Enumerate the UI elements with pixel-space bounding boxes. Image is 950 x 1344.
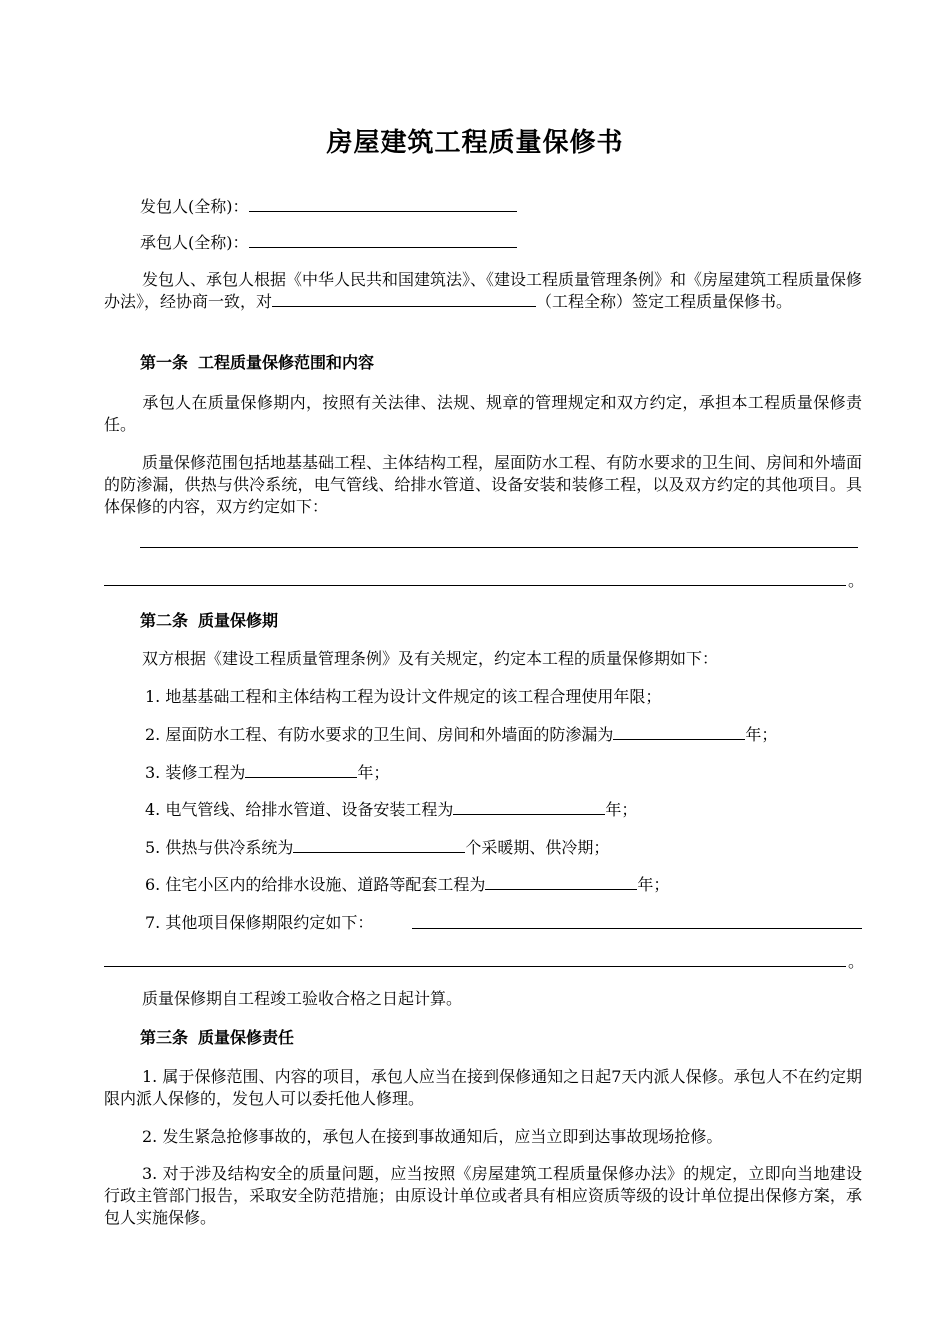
article1-heading-text: 工程质量保修范围和内容	[198, 353, 375, 372]
contractor-label: 承包人(全称)：	[140, 233, 249, 252]
article3-paragraph-2	[104, 1126, 862, 1148]
warranty-item-6-text: 6. 住宅小区内的给排水设施、道路等配套工程为	[145, 875, 486, 894]
warranty-item-4-text: 4. 电气管线、给排水管道、设备安装工程为	[145, 800, 454, 819]
warranty-item-4	[145, 799, 637, 821]
article2-heading-text: 质量保修期	[198, 611, 279, 630]
article1-paragraph-2	[104, 452, 862, 518]
article2-heading	[140, 610, 278, 632]
article3-p3-text: 3. 对于涉及结构安全的质量问题，应当按照《房屋建筑工程质量保修办法》的规定，立即向当地建设行政主管部门报告，采取安全防范措施；由原设计单位或者具有相应资质等级的设计单位提出保修方案，承包人实施保修。	[104, 1164, 862, 1227]
other-items-blank-line-1[interactable]	[412, 928, 862, 929]
warranty-item-5-text: 5. 供热与供冷系统为	[145, 838, 294, 857]
warranty-item-5-suffix: 个采暖期、供冷期；	[465, 838, 610, 857]
warranty-start-note: 质量保修期自工程竣工验收合格之日起计算。	[142, 989, 463, 1008]
article1-paragraph-1	[104, 392, 862, 436]
content-blank-line-2[interactable]	[104, 585, 846, 586]
warranty-item-5	[145, 837, 609, 859]
waterproof-years-blank[interactable]	[613, 725, 745, 740]
contractor-name-blank[interactable]	[249, 233, 517, 248]
intro-paragraph	[104, 269, 862, 313]
article1-p2-text: 质量保修范围包括地基基础工程、主体结构工程，屋面防水工程、有防水要求的卫生间、房间和外墙面的防渗漏，供热与供冷系统，电气管线、给排水管道、设备安装和装修工程，以及双方约定的其他项目。具体保修的内容，双方约定如下：	[104, 453, 863, 516]
heating-periods-blank[interactable]	[293, 838, 465, 853]
other-items-end-mark: 。	[848, 952, 865, 971]
article3-paragraph-1	[104, 1066, 862, 1110]
article3-heading-num: 第三条	[140, 1028, 189, 1047]
warranty-item-7-text: 7. 其他项目保修期限约定如下：	[145, 913, 374, 932]
article2-heading-num: 第二条	[140, 611, 189, 630]
article1-p1-text: 承包人在质量保修期内，按照有关法律、法规、规章的管理规定和双方约定，承担本工程质量保修责任。	[104, 393, 862, 434]
warranty-item-2-text: 2. 屋面防水工程、有防水要求的卫生间、房间和外墙面的防渗漏为	[145, 725, 614, 744]
article3-p2-text: 2. 发生紧急抢修事故的，承包人在接到事故通知后，应当立即到达事故现场抢修。	[142, 1127, 723, 1146]
employer-name-blank[interactable]	[249, 197, 517, 212]
warranty-item-3	[145, 762, 389, 784]
employer-line	[140, 196, 517, 218]
electrical-years-blank[interactable]	[453, 800, 605, 815]
warranty-item-6	[145, 874, 669, 896]
article2-intro: 双方根据《建设工程质量管理条例》及有关规定，约定本工程的质量保修期如下：	[142, 649, 719, 668]
other-items-blank-line-2[interactable]	[104, 966, 846, 967]
intro-text-after: （工程全称）签定工程质量保修书。	[536, 292, 793, 311]
warranty-item-1	[145, 686, 661, 708]
intro-text-before: 发包人、承包人根据《中华人民共和国建筑法》、《建设工程质量管理条例》和《房屋建筑工程质量保修办法》，经协商一致，对	[104, 270, 863, 311]
employer-label: 发包人(全称)：	[140, 197, 249, 216]
facilities-years-blank[interactable]	[485, 875, 637, 890]
article1-heading	[140, 352, 374, 374]
project-name-blank[interactable]	[272, 292, 536, 307]
decoration-years-blank[interactable]	[245, 763, 357, 778]
document-title: 房屋建筑工程质量保修书	[326, 128, 624, 158]
content-end-mark: 。	[848, 571, 865, 590]
warranty-item-2	[145, 724, 777, 746]
warranty-item-1-text: 1. 地基基础工程和主体结构工程为设计文件规定的该工程合理使用年限；	[145, 687, 662, 706]
article3-heading	[140, 1027, 294, 1049]
article3-p1-text: 1. 属于保修范围、内容的项目，承包人应当在接到保修通知之日起7天内派人保修。承包人不在约定期限内派人保修的，发包人可以委托他人修理。	[104, 1067, 862, 1108]
warranty-item-3-text: 3. 装修工程为	[145, 763, 246, 782]
warranty-item-3-suffix: 年；	[357, 763, 390, 782]
article3-heading-text: 质量保修责任	[198, 1028, 295, 1047]
article3-paragraph-3	[104, 1163, 862, 1229]
warranty-item-7	[145, 912, 373, 934]
article1-heading-num: 第一条	[140, 353, 189, 372]
contractor-line	[140, 232, 517, 254]
warranty-item-4-suffix: 年；	[605, 800, 638, 819]
content-blank-line-1[interactable]	[140, 547, 858, 548]
warranty-item-2-suffix: 年；	[745, 725, 778, 744]
warranty-item-6-suffix: 年；	[637, 875, 670, 894]
